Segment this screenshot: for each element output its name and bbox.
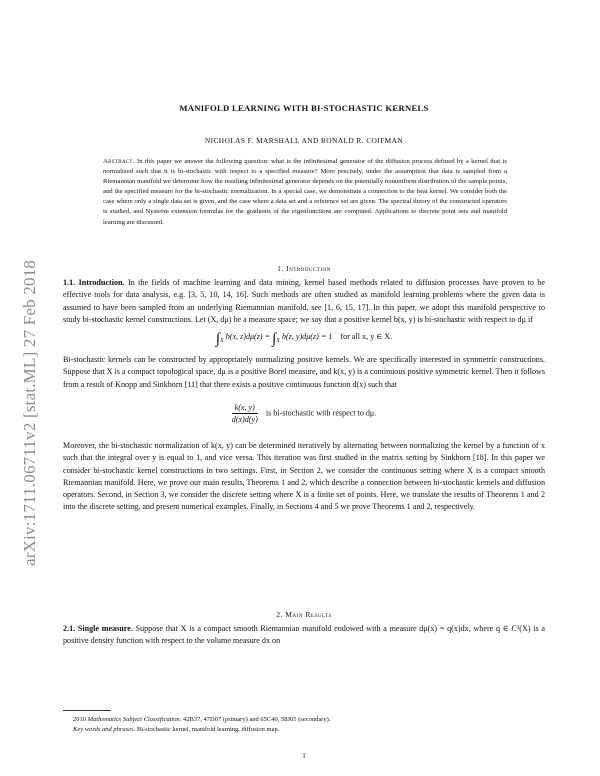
fraction-denominator: d(x)d(y) (231, 415, 258, 424)
equation-left: b(x, z)dμ(z) = (225, 332, 271, 341)
subsection-2-1-title: 2.1. Single measure. (63, 624, 133, 633)
intro-paragraph-3: Moreover, the bi-stochastic normalization of k(x, y) can be determined iteratively by alternating between normalizing the kernel by a function of x such that the integral over y is equal to 1, and vice versa. This iteration was first studied in the matrix setting by Sinkhorn [18]. In this paper we consider bi-stochastic kernel constructions in two settings. First, in Section 2, we consider the continuous setting where X is a compact smooth Riemannian manifold. Here, we prove our main results, Theorems 1 and 2, which describe a connection between bi-stochastic kernels and diffusion operators. Second, in Section 3, we consider the discrete setting where X is a finite set of points. Here, we translate the results of Theorems 1 and 2 into the discrete setting, and present numerical examples. Finally, in Sections 4 and 5 we prove Theorems 1 and 2, respectively. (63, 441, 545, 512)
footnote-msc-year: 2010 (73, 716, 86, 723)
section-2-paragraph-1 (63, 623, 545, 648)
integral-symbol: ∫ (215, 331, 221, 347)
footnote-keywords-label: Key words and phrases. (73, 726, 136, 733)
expression-tail: is bi-stochastic with respect to dμ. (265, 408, 377, 418)
integral-domain: X (220, 338, 224, 344)
intro-paragraph-2: Bi-stochastic kernels can be constructed by appropriately normalizing positive kernels. We are specifically interested in symmetric constructions. Suppose that X is a compact topological space, dμ is a positive Borel measure, and k(x, y) is a continuous positive symmetric kernel. Then it follows from a result of Knopp and Sinkhorn [11] that there exists a positive continuous function d(x) such that (63, 355, 545, 389)
section-2-paragraph-1-text: Suppose that X is a compact smooth Riemannian manifold endowed with a measure dμ(x) = q(x)dx, where q ∈ C³(X) is a positive density function with respect to the volume measure dx on (63, 624, 545, 646)
footnote-divider (63, 710, 111, 711)
footnote-msc-label: Mathematics Subject Classification. (87, 716, 182, 723)
kernel-fraction (232, 403, 258, 424)
footnote-keywords-text: Bi-stochastic kernel, manifold learning, diffusion map. (136, 726, 280, 733)
footnote-keywords (63, 725, 555, 734)
equation-right: b(z, y)dμ(z) = 1 (281, 332, 333, 341)
intro-paragraph-1 (63, 277, 545, 326)
intro-paragraph-1-text: In the fields of machine learning and data mining, kernel based methods related to diffusion processes have proven to be effective tools for data analysis, e.g. [3, 5, 10, 14, 16]. Such methods are often studied as manifold learning problems where the given data is assumed to have been sampled from an underlying Riemannian manifold, see [1, 6, 15, 17]. In this paper, we adopt this manifold perspective to study bi-stochastic kernel constructions. Let (X, dμ) be a measure space; we say that a positive kernel b(x, y) is bi-stochastic with respect to dμ if (63, 278, 546, 324)
section-1-heading: 1. Introduction (277, 264, 331, 273)
author-list: NICHOLAS F. MARSHALL AND RONALD R. COIFMAN (204, 136, 404, 145)
integral-domain: X (276, 338, 280, 344)
normalized-kernel-expression (63, 403, 545, 424)
page-number: 1 (302, 752, 306, 760)
abstract (103, 157, 507, 228)
equation-condition: for all x, y ∈ X. (340, 332, 393, 341)
fraction-numerator: k(x, y) (232, 403, 258, 414)
abstract-label: Abstract. (103, 158, 135, 165)
footnote-msc-text: 42B37, 47D07 (primary) and 65C40, 58J65 (secondary). (182, 716, 331, 723)
section-2-heading: 2. Main Results (276, 610, 332, 619)
paper-title: MANIFOLD LEARNING WITH BI-STOCHASTIC KERNELS (179, 103, 429, 113)
bistochastic-equation (63, 331, 545, 348)
abstract-text: In this paper we answer the following question: what is the infinitesimal generator of the diffusion process defined by a kernel that is normalized such that it is bi-stochastic with respect to a specified measure? More precisely, under the assumption that data is sampled from a Riemannian manifold we determine how the resulting infinitesimal generator depends on the potentially nonuniform distribution of the sample points, and the specified measure for the bi-stochastic normalization. In a special case, we demonstrate a connection to the heat kernel. We consider both the case where only a single data set is given, and the case where a data set and a reference set are given. The spectral theory of the constructed operators is studied, and Nyström extension formulas for the gradients of the eigenfunctions are computed. Applications to discrete point sets and manifold learning are discussed. (103, 158, 507, 226)
arxiv-identifier-stamp: arXiv:1711.06711v2 [stat.ML] 27 Feb 2018 (20, 259, 39, 566)
subsection-1-1-title: 1.1. Introduction. (63, 278, 125, 287)
footnote-msc (63, 715, 555, 724)
integral-symbol: ∫ (272, 331, 277, 347)
